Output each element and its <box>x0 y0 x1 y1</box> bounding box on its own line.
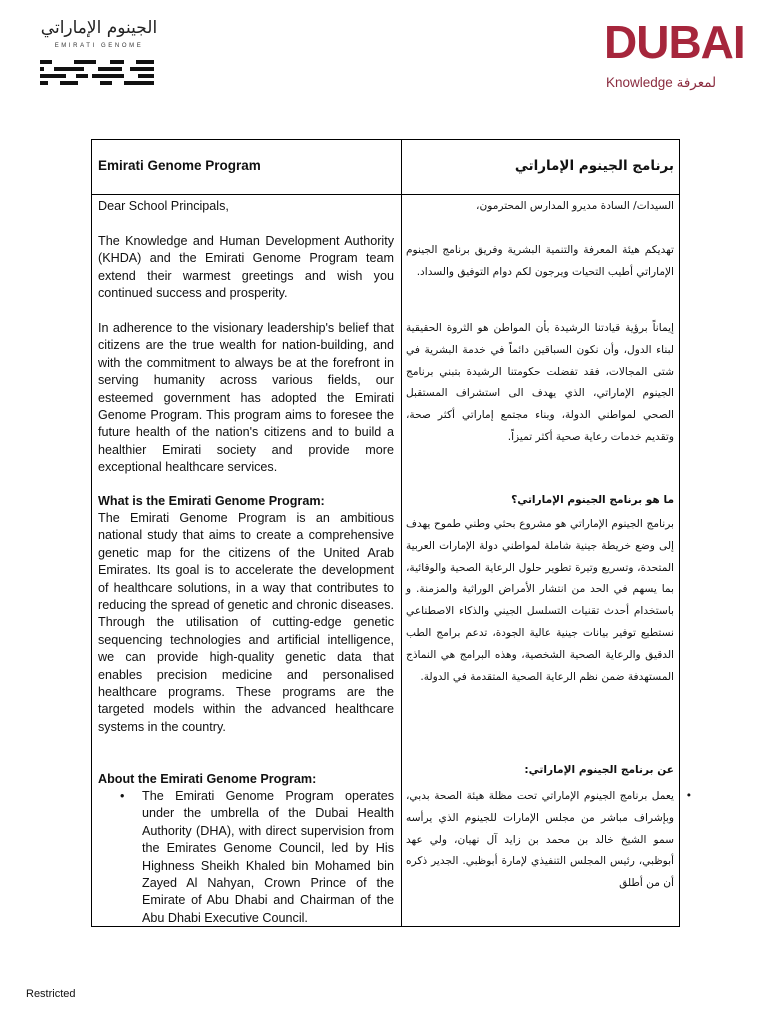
what-body-arabic: برنامج الجينوم الإماراتي هو مشروع بحثي وطني طموح يهدف إلى وضع خريطة جينية شاملة لمواطني دولة الإمارات العربية المتحدة، وتسريع وتيرة تطوير حلول الرعاية الصحية والوقائية، بما يسهم في الحد من انتشار الأمراض الوراثية والمزمنة. و باستخدام أحدث تقنيات التسلسل الجيني والذكاء الاصطناعي نستطيع توفير بيانات جينية عالية الجودة، تدعم برامج الطب الدقيق والرعاية الصحية الشخصية، وهذه البرامج هي النماذج المستهدفة ضمن نظم الرعاية الصحية المتقدمة في الدولة. <box>406 518 674 683</box>
knowledge-tagline <box>606 75 716 91</box>
dubai-knowledge-logo <box>600 16 745 98</box>
bullet-icon: • <box>685 790 692 802</box>
what-heading-english: What is the Emirati Genome Program: <box>98 494 325 508</box>
about-bullet-arabic: يعمل برنامج الجينوم الإماراتي تحت مظلة هيئة الصحة بدبي، وبإشراف مباشر من مجلس الإمارات للجينوم الذي يرأسه سمو الشيخ خالد بن محمد بن زايد آل نهيان، ولي عهد أبوظبي، رئيس المجلس التنفيذي لإمارة أبوظبي. الجدير ذكره أن من أطلق <box>406 790 674 890</box>
about-list-arabic <box>406 786 696 895</box>
what-body-english: The Emirati Genome Program is an ambitious national study that aims to create a comprehensive genetic map for the citizens of the United Arab Emirates. Its goal is to accelerate the development of healthcare solutions, in a way that contributes to reducing the spread of genetic and chronic diseases. Through the utilisation of cutting-edge genetic sequencing technologies and artificial intelligence, we can provide high-quality genetic data that enables precision medicine and personalised healthcare programs. These programs are the targeted models within the advanced healthcare systems in the country. <box>98 511 394 734</box>
about-list-english <box>98 788 394 927</box>
salutation-arabic: السيدات/ السادة مديرو المدارس المحترمون، <box>476 200 674 212</box>
list-item <box>98 788 394 927</box>
emirati-genome-logo <box>40 18 165 90</box>
column-divider <box>401 140 402 926</box>
table-title-arabic: برنامج الجينوم الإماراتي <box>514 158 674 174</box>
greeting-paragraph-arabic: تهديكم هيئة المعرفة والتنمية البشرية وفريق برنامج الجينوم الإماراتي أطيب التحيات ويرجون لكم دوام التوفيق والسداد. <box>406 244 674 278</box>
about-heading-english: About the Emirati Genome Program: <box>98 772 317 786</box>
about-heading-arabic: عن برنامج الجينوم الإماراتي: <box>524 764 674 776</box>
bullet-icon: • <box>120 789 125 803</box>
greeting-paragraph-english: The Knowledge and Human Development Authority (KHDA) and the Emirati Genome Program team extend their warmest greetings and wish you continued success and prosperity. <box>98 234 394 301</box>
genome-logo-arabic: الجينوم الإماراتي <box>40 18 158 38</box>
what-heading-arabic: ما هو برنامج الجينوم الإماراتي؟ <box>511 494 674 506</box>
knowledge-english: Knowledge <box>606 75 673 90</box>
knowledge-arabic: لمعرفة <box>676 75 717 91</box>
salutation-english: Dear School Principals, <box>98 199 229 213</box>
bilingual-letter-table <box>91 139 692 927</box>
vision-paragraph-arabic: إيماناً برؤية قيادتنا الرشيدة بأن المواطن هو الثروة الحقيقية لبناء الدول، وأن نكون السباقين دائماً في خدمة البشرية في شتى المجالات، فقد تفضلت حكومتنا الرشيدة بتبني برنامج الجينوم الإماراتي، الذي يهدف الى استشراف المستقبل الصحي لمواطني الدولة، وبناء مجتمع إماراتي أكثر صحة، وتقديم خدمات رعاية صحية أكثر تميزاً. <box>406 322 674 443</box>
table-title-english: Emirati Genome Program <box>98 158 261 173</box>
genome-barcode-icon <box>40 60 156 88</box>
about-bullet-english: The Emirati Genome Program operates under the umbrella of the Dubai Health Authority (DHA), with direct supervision from the Emirates Genome Council, led by His Highness Sheikh Khaled bin Mohamed bin Zayed Al Nahyan, Crown Prince of the Emirate of Abu Dhabi and Chairman of the Abu Dhabi Executive Council. <box>142 789 394 925</box>
header-row-divider <box>92 194 679 195</box>
genome-logo-english: EMIRATI GENOME <box>54 43 144 49</box>
dubai-wordmark: DUBAI <box>604 16 745 68</box>
vision-paragraph-english: In adherence to the visionary leadership's belief that citizens are the true wealth for nation-building, and with the commitment to always be at the forefront in serving humanity across various fields, our esteemed government has adopted the Emirati Genome Program. This program aims to foresee the future health of the nation's citizens and to build a healthier Emirati society and provide more exceptional healthcare services. <box>98 321 394 475</box>
classification-label: Restricted <box>26 988 76 1000</box>
